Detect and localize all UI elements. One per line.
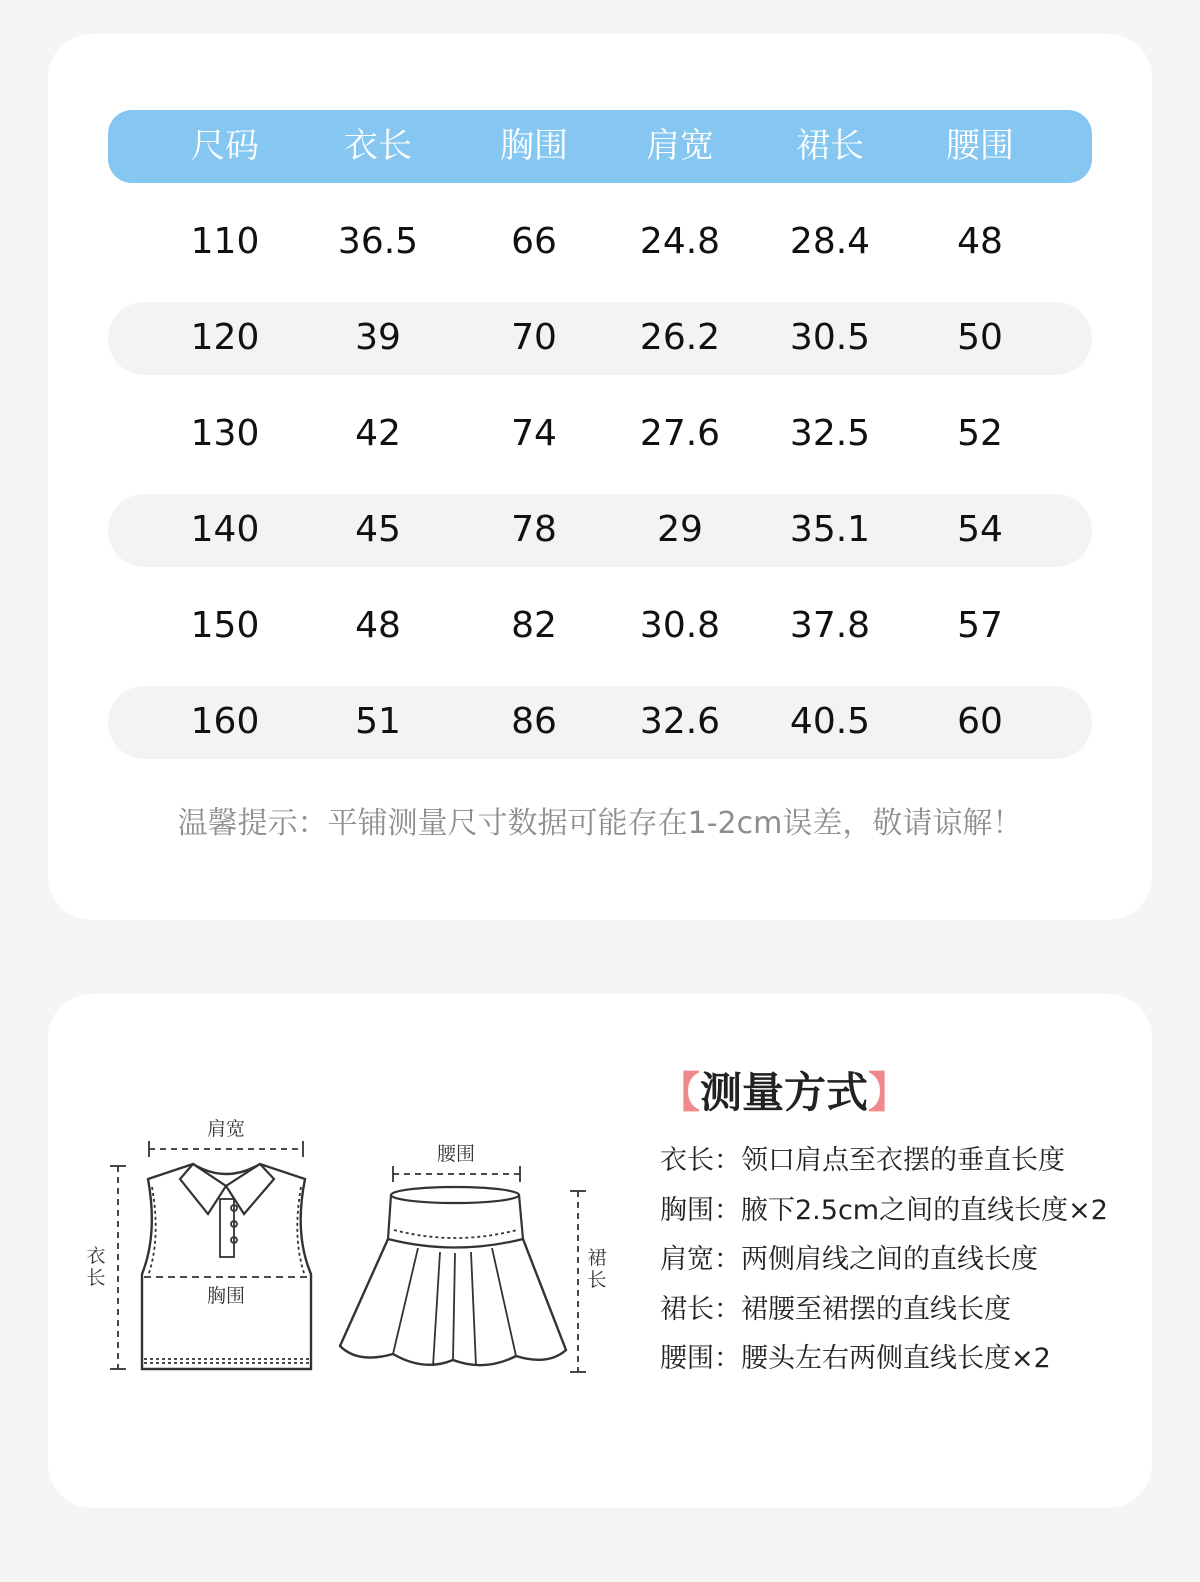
cell-shoulder: 32.6 [639, 701, 721, 742]
cell-chest: 70 [511, 317, 557, 358]
cell-length: 51 [355, 701, 401, 742]
table-row [108, 302, 1092, 375]
cell-length: 42 [355, 413, 401, 454]
cell-size: 160 [190, 701, 260, 742]
cell-skirt-length: 30.5 [789, 317, 871, 358]
measurement-card [48, 994, 1152, 1508]
measurement-title [658, 1066, 910, 1120]
cell-waist: 52 [957, 413, 1003, 454]
table-row [108, 590, 1092, 663]
cell-shoulder: 27.6 [639, 413, 721, 454]
cell-shoulder: 26.2 [639, 317, 721, 358]
table-row [108, 494, 1092, 567]
cell-waist: 57 [957, 605, 1003, 646]
header-waist: 腰围 [946, 126, 1014, 166]
cell-chest: 82 [511, 605, 557, 646]
measurement-list [660, 1136, 1108, 1384]
cell-chest: 66 [511, 221, 557, 262]
cell-skirt-length: 40.5 [789, 701, 871, 742]
cell-length: 48 [355, 605, 401, 646]
cell-chest: 78 [511, 509, 557, 550]
cell-size: 140 [190, 509, 260, 550]
measure-line-shoulder: 肩宽：两侧肩线之间的直线长度 [660, 1244, 1038, 1275]
header-size: 尺码 [191, 126, 259, 166]
header-shoulder: 肩宽 [646, 126, 714, 166]
header-skirt-length: 裙长 [796, 126, 864, 166]
measure-line-waist: 腰围：腰头左右两侧直线长度×2 [660, 1343, 1051, 1374]
cell-size: 120 [190, 317, 260, 358]
cell-size: 110 [190, 221, 260, 262]
cell-size: 150 [190, 605, 260, 646]
measure-line-length: 衣长：领口肩点至衣摆的垂直长度 [660, 1145, 1065, 1176]
table-row [108, 398, 1092, 471]
label-skirt-top: 裙 [587, 1247, 607, 1269]
cell-length: 45 [355, 509, 401, 550]
cell-chest: 74 [511, 413, 557, 454]
cell-waist: 48 [957, 221, 1003, 262]
cell-skirt-length: 37.8 [789, 605, 871, 646]
label-chest: 胸围 [206, 1285, 246, 1307]
measure-line-chest: 胸围：腋下2.5cm之间的直线长度×2 [660, 1194, 1108, 1226]
label-shoulder: 肩宽 [206, 1118, 246, 1140]
size-chart-card [48, 34, 1152, 920]
cell-waist: 50 [957, 317, 1003, 358]
label-waist: 腰围 [436, 1143, 476, 1165]
header-chest: 胸围 [500, 126, 568, 166]
cell-skirt-length: 28.4 [789, 221, 871, 262]
cell-shoulder: 24.8 [639, 221, 721, 262]
cell-waist: 60 [957, 701, 1003, 742]
cell-length: 36.5 [337, 221, 419, 262]
header-length: 衣长 [344, 126, 412, 166]
measurement-tip: 温馨提示：平铺测量尺寸数据可能存在1-2cm误差，敬请谅解！ [177, 806, 1023, 841]
cell-skirt-length: 32.5 [789, 413, 871, 454]
title-bracket-open: 【 [658, 1068, 701, 1117]
table-row [108, 686, 1092, 759]
table-header [108, 110, 1092, 183]
garment-diagram [48, 994, 608, 1508]
label-skirt-bottom: 长 [587, 1269, 607, 1291]
cell-waist: 54 [957, 509, 1003, 550]
table-row [108, 206, 1092, 279]
cell-size: 130 [190, 413, 260, 454]
cell-skirt-length: 35.1 [789, 509, 871, 550]
cell-length: 39 [355, 317, 401, 358]
title-bracket-close: 】 [868, 1068, 911, 1117]
cell-shoulder: 29 [657, 509, 703, 550]
measure-line-skirt-length: 裙长：裙腰至裙摆的直线长度 [660, 1293, 1011, 1325]
title-text: 测量方式 [700, 1068, 869, 1117]
label-length-top: 衣 [86, 1245, 106, 1267]
cell-chest: 86 [511, 701, 557, 742]
cell-shoulder: 30.8 [639, 605, 721, 646]
label-length-bottom: 长 [86, 1267, 106, 1289]
